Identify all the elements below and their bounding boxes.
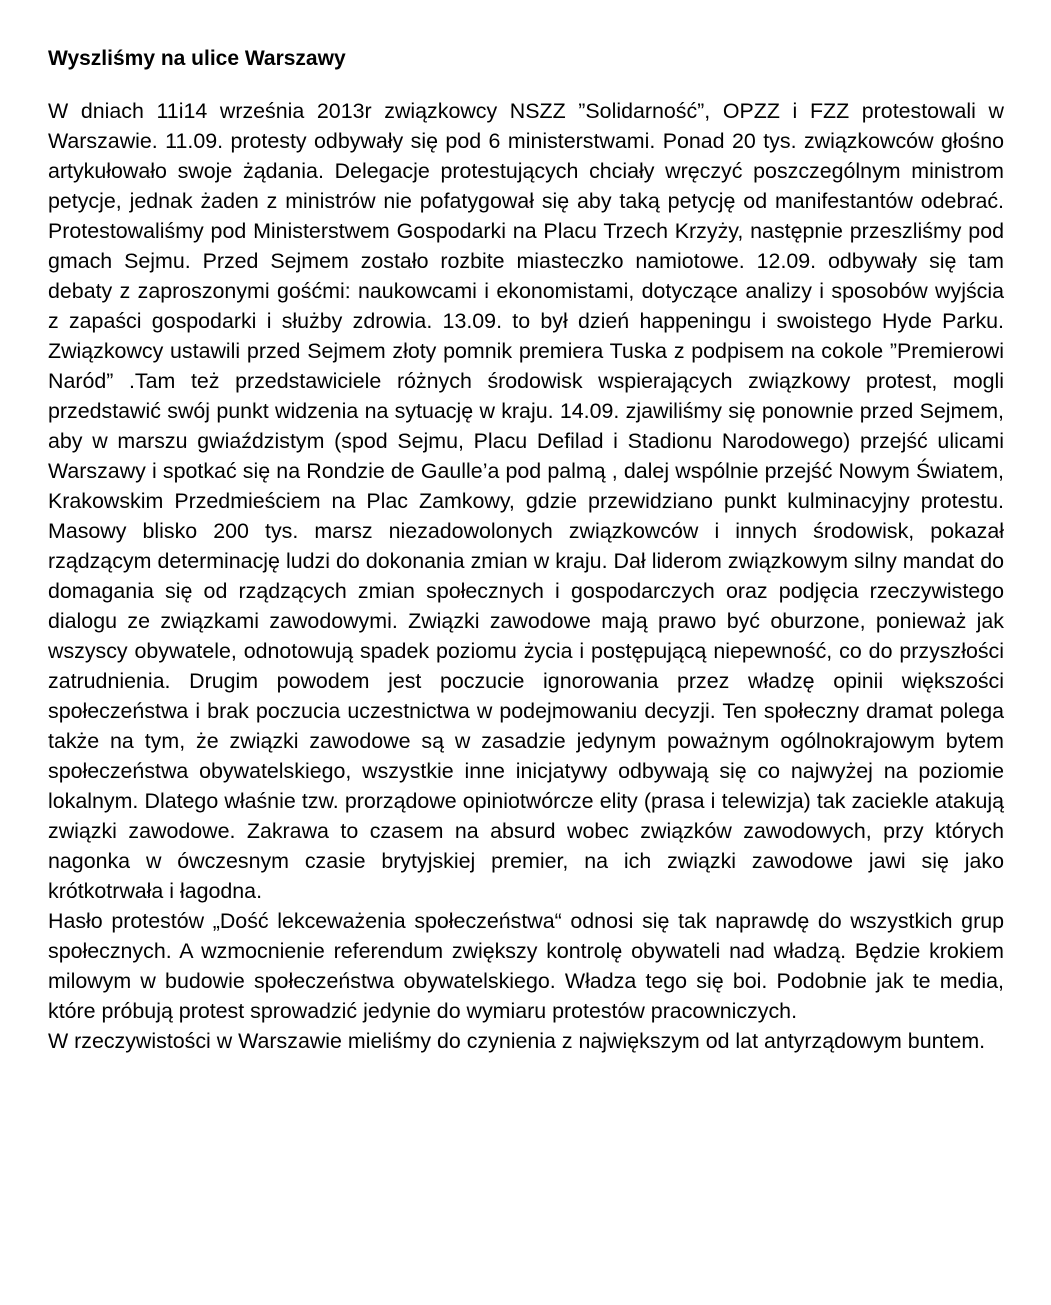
document-title: Wyszliśmy na ulice Warszawy <box>48 47 346 70</box>
paragraph-2: Hasło protestów „Dość lekceważenia społeczeństwa“ odnosi się tak naprawdę do wszystkich grup społecznych. A wzmocnienie referendum zwiększy kontrolę obywateli nad władzą. Będzie krokiem milowym w budowie społeczeństwa obywatelskiego. Władza tego się boi. Podobnie jak te media, które próbują protest sprowadzić jedynie do wymiaru protestów pracowniczych. <box>48 909 1004 1023</box>
paragraph-1: W dniach 11i14 września 2013r związkowcy NSZZ ”Solidarność”, OPZZ i FZZ protestowali w Warszawie. 11.09. protesty odbywały się pod 6 ministerstwami. Ponad 20 tys. związkowców głośno artykułowało swoje żądania. Delegacje protestujących chciały wręczyć poszczególnym ministrom petycje, jednak żaden z ministrów nie pofatygował się aby taką petycję od manifestantów odebrać. Protestowaliśmy pod Ministerstwem Gospodarki na Placu Trzech Krzyży, następnie przeszliśmy pod gmach Sejmu. Przed Sejmem zostało rozbite miasteczko namiotowe. 12.09. odbywały się tam debaty z zaproszonymi gośćmi: naukowcami i ekonomistami, dotyczące analizy i sposobów wyjścia z zapaści gospodarki i służby zdrowia. 13.09. to był dzień happeningu i swoistego Hyde Parku. Związkowcy ustawili przed Sejmem złoty pomnik premiera Tuska z podpisem na cokole ”Premierowi Naród” .Tam też przedstawiciele różnych środowisk wspierających związkowy protest, mogli przedstawić swój punkt widzenia na sytuację w kraju. 14.09. zjawiliśmy się ponownie przed Sejmem, aby w marszu gwiaździstym (spod Sejmu, Placu Defilad i Stadionu Narodowego) przejść ulicami Warszawy i spotkać się na Rondzie de Gaulle’a pod palmą , dalej wspólnie przejść Nowym Światem, Krakowskim Przedmieściem na Plac Zamkowy, gdzie przewidziano punkt kulminacyjny protestu. Masowy blisko 200 tys. marsz niezadowolonych związkowców i innych środowisk, pokazał rządzącym determinację ludzi do dokonania zmian w kraju. Dał liderom związkowym silny mandat do domagania się od rządzących zmian społecznych i gospodarczych oraz podjęcia rzeczywistego dialogu ze związkami zawodowymi. Związki zawodowe mają prawo być oburzone, ponieważ jak wszyscy obywatele, odnotowują spadek poziomu życia i postępującą niepewność, co do przyszłości zatrudnienia. Drugim powodem jest poczucie ignorowania przez władzę opinii większości społeczeństwa i brak poczucia uczestnictwa w podejmowaniu decyzji. Ten społeczny dramat polega także na tym, że związki zawodowe są w zasadzie jedynym poważnym ogólnokrajowym bytem społeczeństwa obywatelskiego, wszystkie inne inicjatywy odbywają się co najwyżej na poziomie lokalnym. Dlatego właśnie tzw. prorządowe opiniotwórcze elity (prasa i telewizja) tak zaciekle atakują związki zawodowe. Zakrawa to czasem na absurd wobec związków zawodowych, przy których nagonka w ówczesnym czasie brytyjskiej premier, na ich związki zawodowe jawi się jako krótkotrwała i łagodna. <box>48 99 1004 903</box>
document-page <box>48 44 1004 1056</box>
paragraph-3: W rzeczywistości w Warszawie mieliśmy do czynienia z największym od lat antyrządowym buntem. <box>48 1029 986 1053</box>
